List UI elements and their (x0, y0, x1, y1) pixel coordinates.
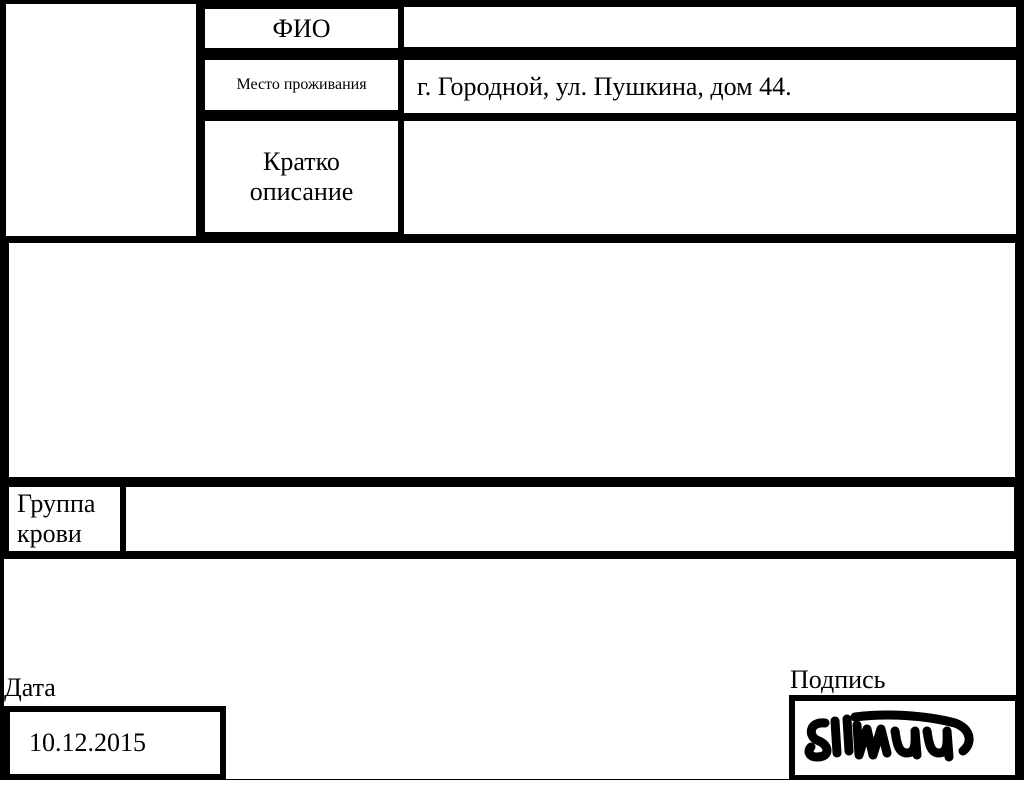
address-label: Место проживания (205, 60, 398, 110)
description-label-line2: описание (249, 176, 354, 206)
date-label: Дата (4, 673, 56, 702)
signature-icon (795, 701, 1015, 775)
bottom-margin (0, 780, 1024, 786)
fio-label: ФИО (205, 9, 398, 48)
blood-group-label-line2: крови (17, 519, 82, 548)
description-value-field (404, 121, 1016, 234)
signature-label: Подпись (790, 665, 886, 694)
notes-area (9, 243, 1015, 477)
signature-area (795, 701, 1015, 775)
date-value: 10.12.2015 (10, 712, 220, 774)
address-value-field: г. Городной, ул. Пушкина, дом 44. (404, 60, 1016, 113)
photo-box (6, 4, 196, 236)
description-label (205, 121, 398, 232)
blood-group-label (9, 487, 120, 551)
description-label-line1: Кратко (263, 146, 340, 176)
blood-group-label-line1: Группа (17, 489, 96, 519)
blood-group-value-field (126, 487, 1014, 551)
fio-value-field (404, 7, 1016, 47)
